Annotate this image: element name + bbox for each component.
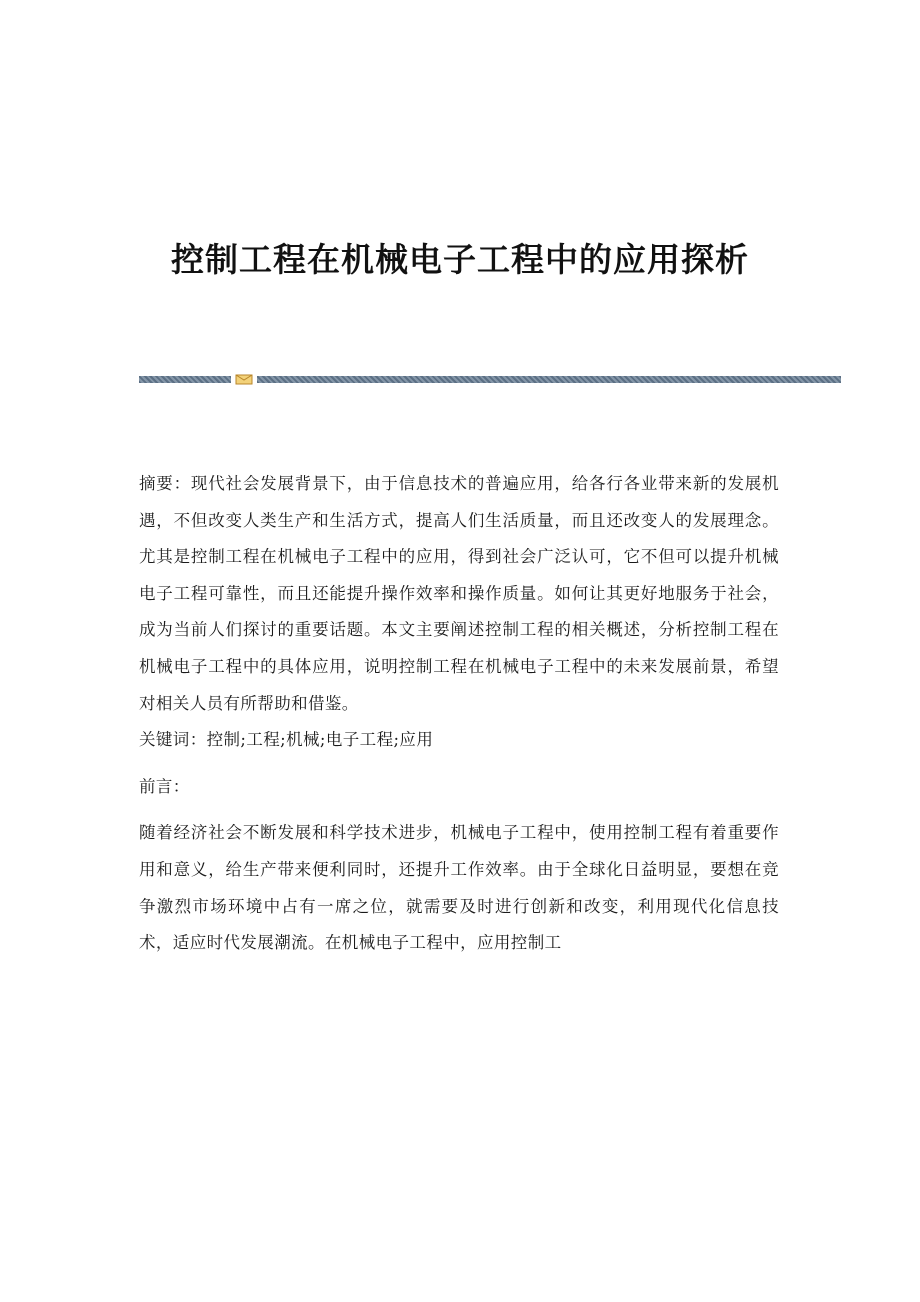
envelope-ornament-icon <box>235 374 253 385</box>
divider-bar-right <box>257 376 841 383</box>
body-paragraph: 随着经济社会不断发展和科学技术进步，机械电子工程中，使用控制工程有着重要作用和意义，给生产带来便利同时，还提升工作效率。由于全球化日益明显，要想在竞争激烈市场环境中占有一席之位，就需要及时进行创新和改变，利用现代化信息技术，适应时代发展潮流。在机械电子工程中，应用控制工 <box>139 823 779 953</box>
preface-heading: 前言： <box>139 776 190 796</box>
document-title: 控制工程在机械电子工程中的应用探析 <box>171 240 749 280</box>
document-body <box>139 466 779 962</box>
divider-bar-left <box>139 376 231 383</box>
title-divider <box>139 374 841 384</box>
keywords-line: 关键词：控制;工程;机械;电子工程;应用 <box>139 730 434 750</box>
abstract-paragraph: 摘要：现代社会发展背景下，由于信息技术的普遍应用，给各行各业带来新的发展机遇，不但改变人类生产和生活方式，提高人们生活质量，而且还改变人的发展理念。尤其是控制工程在机械电子工程中的应用，得到社会广泛认可，它不但可以提升机械电子工程可靠性，而且还能提升操作效率和操作质量。如何让其更好地服务于社会，成为当前人们探讨的重要话题。本文主要阐述控制工程的相关概述，分析控制工程在机械电子工程中的具体应用，说明控制工程在机械电子工程中的未来发展前景，希望对相关人员有所帮助和借鉴。 <box>139 474 779 713</box>
